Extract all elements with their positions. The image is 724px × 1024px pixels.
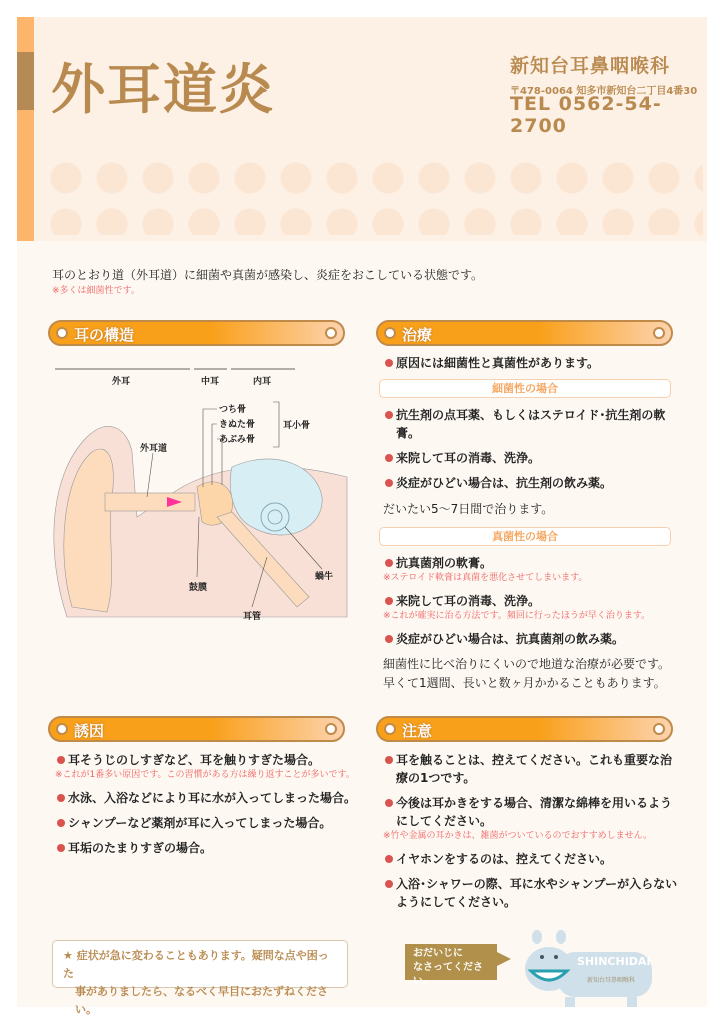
section-header-caution <box>376 716 673 742</box>
header <box>17 17 707 241</box>
summary-text: だいたい5〜7日間で治ります。 <box>383 502 554 516</box>
clinic-address: 〒478-0064 知多市新知台二丁目4番30 <box>510 86 698 97</box>
circle-icon <box>56 327 68 339</box>
summary-line: 早くて1週間、長いと数ヶ月かかることもあります。 <box>383 676 666 690</box>
label-outer-ear: 外耳 <box>112 377 131 387</box>
item-text: 今後は耳かきをする場合、清潔な綿棒を用いるようにしてください。 <box>396 796 673 828</box>
list-item: 耳を触ることは、控えてください。これも重要な治療の1つです。 <box>383 751 683 787</box>
list-item: 抗生剤の点耳薬、もしくはステロイド･抗生剤の軟膏。 <box>383 406 683 442</box>
page <box>17 17 707 1016</box>
list-item: 来院して耳の消毒、洗浄。 <box>383 449 683 467</box>
notice-box <box>52 940 348 1016</box>
item-note: ※ステロイド軟膏は真菌を悪化させてしまいます。 <box>383 573 588 583</box>
section-header-structure <box>48 320 345 346</box>
list-item <box>55 751 365 782</box>
list-item <box>383 794 683 843</box>
label-stapes: あぶみ骨 <box>219 435 256 445</box>
summary-text <box>383 655 683 693</box>
item-note: ※これが1番多い原因です。この習慣がある方は繰り返すことが多いです。 <box>55 770 355 780</box>
list-item <box>383 592 683 623</box>
accent-stripe-dark <box>17 52 34 110</box>
label-ear-canal: 外耳道 <box>140 444 168 454</box>
intro <box>52 266 483 296</box>
causes-list <box>55 751 365 864</box>
clinic-name: 新知台耳鼻咽喉科 <box>510 55 671 77</box>
hippo-mascot-icon <box>517 927 657 1007</box>
subheader-bacterial: 細菌性の場合 <box>379 379 671 398</box>
ear-diagram <box>47 357 347 622</box>
dot-pattern <box>43 155 703 235</box>
intro-text: 耳のとおり道（外耳道）に細菌や真菌が感染し、炎症をおこしている状態です。 <box>52 268 484 282</box>
label-eustachian-tube: 耳管 <box>243 612 262 622</box>
circle-icon <box>384 327 396 339</box>
item-text: 抗真菌剤の軟膏。 <box>396 556 493 570</box>
list-item: イヤホンをするのは、控えてください。 <box>383 850 683 868</box>
mascot-text: SHINCHIDAI <box>577 955 651 968</box>
circle-icon <box>325 723 337 735</box>
list-item: 水泳、入浴などにより耳に水が入ってしまった場合。 <box>55 789 365 807</box>
list-item <box>383 554 683 585</box>
bubble-line: なさってください。 <box>413 962 483 987</box>
section-title: 治療 <box>402 326 433 344</box>
circle-icon <box>325 327 337 339</box>
list-item: 入浴･シャワーの際、耳に水やシャンプーが入らないようにしてください。 <box>383 875 683 911</box>
label-cochlea: 蝸牛 <box>315 572 334 582</box>
label-eardrum: 鼓膜 <box>189 583 208 593</box>
speech-bubble <box>405 944 497 987</box>
mascot-subtext: 新知台耳鼻咽喉科 <box>587 977 636 984</box>
item-text: 耳そうじのしすぎなど、耳を触りすぎた場合。 <box>68 753 321 767</box>
caution-list <box>383 751 683 918</box>
circle-icon <box>653 723 665 735</box>
list-item: シャンプーなど薬剤が耳に入ってしまった場合。 <box>55 814 365 832</box>
list-item: 炎症がひどい場合は、抗真菌剤の飲み薬。 <box>383 630 683 648</box>
section-title: 誘因 <box>74 722 105 740</box>
section-header-treatment <box>376 320 673 346</box>
summary-line: 細菌性に比べ治りにくいので地道な治療が必要です。 <box>383 657 671 671</box>
circle-icon <box>653 327 665 339</box>
accent-stripe <box>17 17 34 241</box>
page-title: 外耳道炎 <box>51 58 275 121</box>
item-note: ※これが確実に治る方法です。頻回に行ったほうが早く治ります。 <box>383 611 651 621</box>
section-title: 耳の構造 <box>74 326 135 344</box>
label-incus: きぬた骨 <box>219 420 256 430</box>
circle-icon <box>56 723 68 735</box>
circle-icon <box>384 723 396 735</box>
bubble-line: おだいじに <box>413 948 463 959</box>
notice-line: 事がありましたら、なるべく早目におたずねください。 <box>75 985 328 1016</box>
subheader-fungal: 真菌性の場合 <box>379 527 671 546</box>
list-item: 炎症がひどい場合は、抗生剤の飲み薬。 <box>383 474 683 492</box>
item-note: ※竹や金属の耳かきは、雑菌がついているのでおすすめしません。 <box>383 831 653 841</box>
label-malleus: つち骨 <box>219 405 247 415</box>
item-text: 来院して耳の消毒、洗浄。 <box>396 594 541 608</box>
label-middle-ear: 中耳 <box>201 377 220 387</box>
treatment-content <box>383 354 683 701</box>
list-item: 耳垢のたまりすぎの場合。 <box>55 839 365 857</box>
label-ossicles: 耳小骨 <box>283 421 311 431</box>
label-inner-ear: 内耳 <box>253 377 272 387</box>
section-header-causes <box>48 716 345 742</box>
notice-line: ★ 症状が急に変わることもあります。疑問な点や困った <box>63 949 329 980</box>
list-item: 原因には細菌性と真菌性があります。 <box>383 354 683 372</box>
clinic-tel: TEL 0562-54-2700 <box>510 93 662 137</box>
section-title: 注意 <box>402 722 433 740</box>
intro-note: ※多くは細菌性です。 <box>52 286 140 296</box>
